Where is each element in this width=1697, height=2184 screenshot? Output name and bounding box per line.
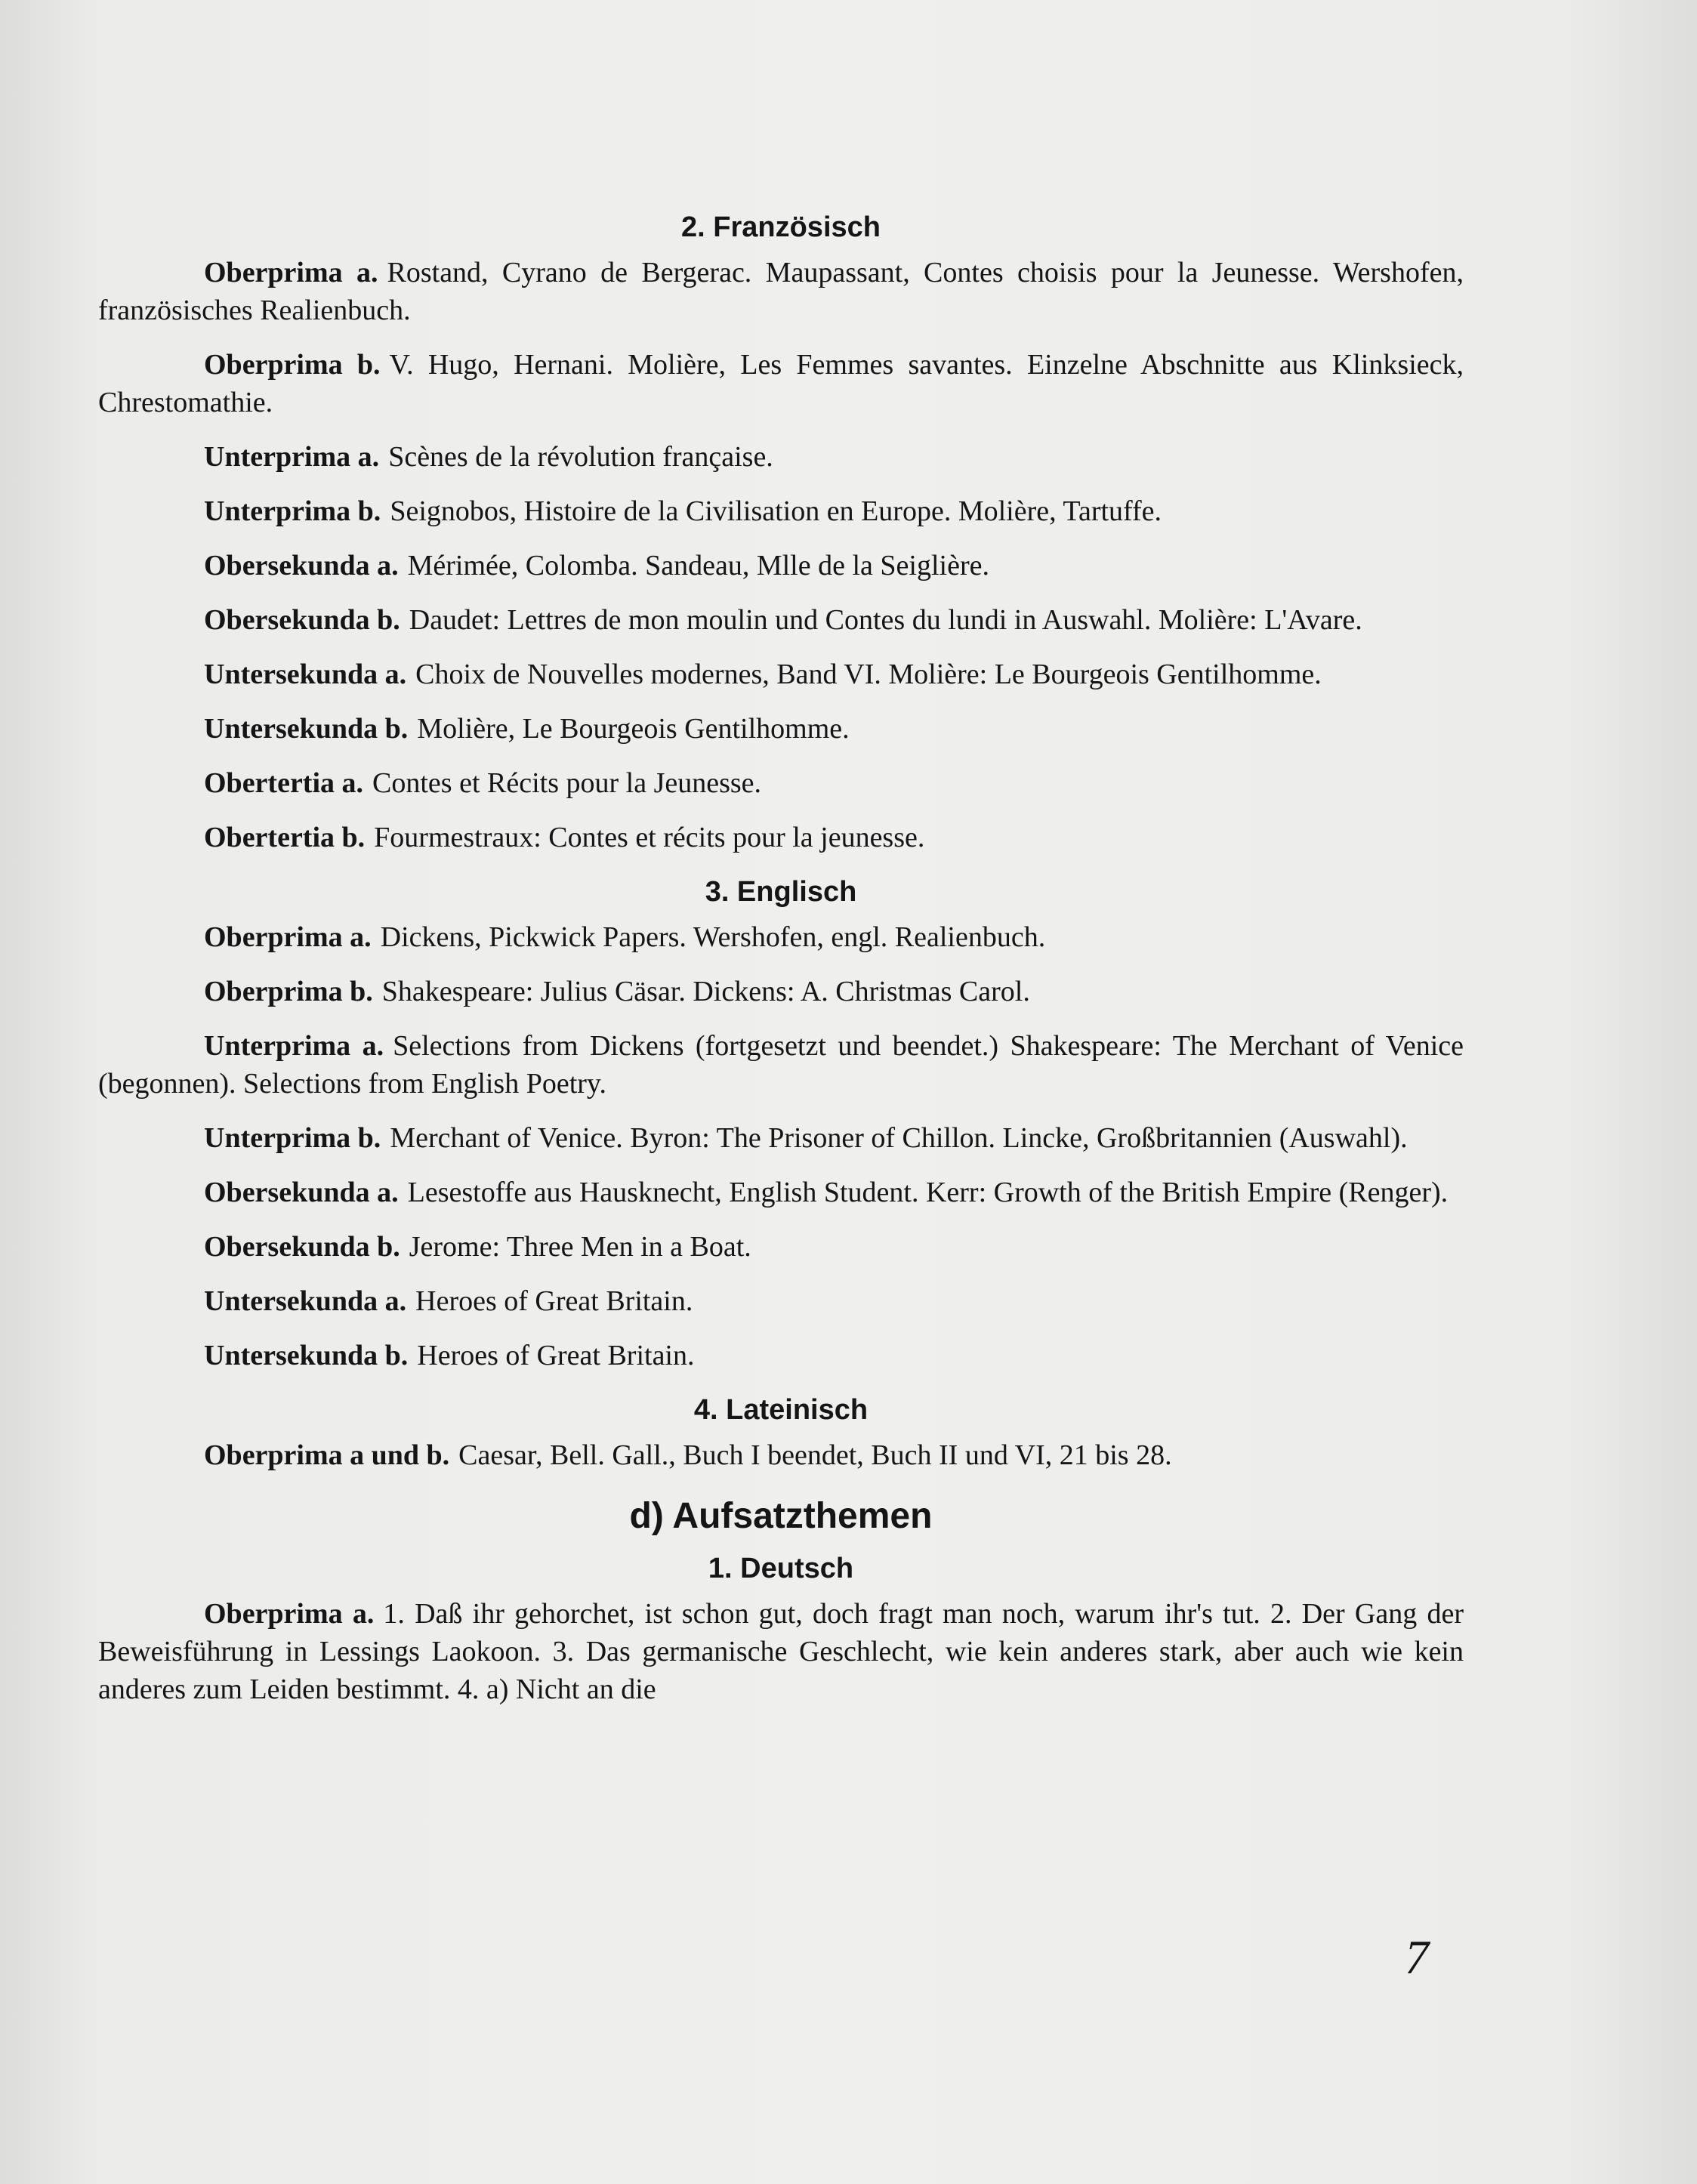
entry-label: Obertertia a.: [204, 767, 364, 799]
entry-franzoesisch-0: [98, 254, 1464, 329]
section-title-lateinisch: 4. Lateinisch: [693, 1394, 869, 1426]
entry-label: Oberprima a.: [204, 1598, 375, 1630]
section-title-deutsch: 1. Deutsch: [708, 1553, 854, 1584]
entry-label: Unterprima b.: [204, 495, 381, 527]
entry-text: Seignobos, Histoire de la Civilisation en Europe. Molière, Tartuffe.: [390, 495, 1162, 527]
section-title-englisch: 3. Englisch: [705, 876, 857, 908]
entry-text: Choix de Nouvelles modernes, Band VI. Molière: Le Bourgeois Gentilhomme.: [415, 659, 1322, 690]
entry-label: Untersekunda a.: [204, 1285, 407, 1317]
entry-englisch-2: [98, 1027, 1464, 1103]
entry-franzoesisch-9: [98, 819, 1464, 856]
entry-label: Untersekunda b.: [204, 713, 409, 745]
entry-englisch-3: [98, 1119, 1464, 1157]
entry-text: Contes et Récits pour la Jeunesse.: [372, 767, 762, 799]
entry-label: Oberprima b.: [204, 349, 381, 381]
entry-label: Oberprima a.: [204, 257, 378, 288]
entry-franzoesisch-4: [98, 547, 1464, 585]
entry-text: Selections from Dickens (fortgesetzt und beendet.) Shakespeare: The Merchant of Venice (begonnen). Selections from English Poetry.: [98, 1030, 1464, 1100]
entry-label: Untersekunda a.: [204, 659, 407, 690]
entry-franzoesisch-6: [98, 656, 1464, 693]
entry-englisch-7: [98, 1337, 1464, 1374]
entry-label: Obersekunda a.: [204, 1177, 399, 1208]
aufsatz-heading: d) Aufsatzthemen: [629, 1496, 933, 1536]
entry-label: Unterprima b.: [204, 1122, 381, 1154]
entry-label: Obersekunda a.: [204, 550, 399, 581]
entry-label: Untersekunda b.: [204, 1340, 409, 1371]
entry-label: Unterprima a.: [204, 1030, 384, 1062]
entry-englisch-4: [98, 1174, 1464, 1211]
entry-franzoesisch-7: [98, 710, 1464, 748]
entry-englisch-6: [98, 1282, 1464, 1320]
entry-aufsatz-deutsch: [98, 1595, 1464, 1708]
entry-lateinisch-0: [98, 1436, 1464, 1474]
entry-label: Obertertia b.: [204, 822, 366, 853]
entry-label: Unterprima a.: [204, 441, 380, 473]
page-content: [98, 198, 1464, 1725]
entry-text: Mérimée, Colomba. Sandeau, Mlle de la Seiglière.: [407, 550, 989, 581]
entry-franzoesisch-3: [98, 492, 1464, 530]
entry-franzoesisch-2: [98, 438, 1464, 476]
entry-text: Scènes de la révolution française.: [388, 441, 773, 473]
entry-text: V. Hugo, Hernani. Molière, Les Femmes savantes. Einzelne Abschnitte aus Klinksieck, Chrestomathie.: [98, 349, 1464, 418]
entry-text: Lesestoffe aus Hausknecht, English Student. Kerr: Growth of the British Empire (Renger).: [407, 1177, 1449, 1208]
entry-text: Merchant of Venice. Byron: The Prisoner of Chillon. Lincke, Großbritannien (Auswahl).: [390, 1122, 1408, 1154]
entry-label: Obersekunda b.: [204, 1231, 400, 1263]
entry-text: Fourmestraux: Contes et récits pour la jeunesse.: [374, 822, 925, 853]
entry-label: Oberprima a.: [204, 921, 372, 953]
entry-label: Oberprima b.: [204, 976, 373, 1007]
section-title-franzoesisch: 2. Französisch: [681, 211, 881, 243]
entry-franzoesisch-5: [98, 601, 1464, 639]
entry-label: Obersekunda b.: [204, 604, 400, 636]
entry-text: 1. Daß ihr gehorchet, ist schon gut, doch fragt man noch, warum ihr's tut. 2. Der Gang der Beweisführung in Lessings Laokoon. 3. Das germanische Geschlecht, wie kein anderes stark, aber auch wie kein anderes zum Leiden bestimmt. 4. a) Nicht an die: [98, 1598, 1464, 1705]
entry-text: Rostand, Cyrano de Bergerac. Maupassant, Contes choisis pour la Jeunesse. Wershofen, französisches Realienbuch.: [98, 257, 1464, 326]
entry-text: Dickens, Pickwick Papers. Wershofen, engl. Realienbuch.: [380, 921, 1046, 953]
entry-text: Shakespeare: Julius Cäsar. Dickens: A. Christmas Carol.: [381, 976, 1030, 1007]
entry-text: Heroes of Great Britain.: [415, 1285, 693, 1317]
entry-franzoesisch-1: [98, 346, 1464, 421]
entry-englisch-0: [98, 918, 1464, 956]
entry-text: Caesar, Bell. Gall., Buch I beendet, Buch II und VI, 21 bis 28.: [458, 1439, 1172, 1471]
entry-englisch-1: [98, 973, 1464, 1010]
entry-label: Oberprima a und b.: [204, 1439, 450, 1471]
entry-text: Jerome: Three Men in a Boat.: [409, 1231, 751, 1263]
entry-text: Daudet: Lettres de mon moulin und Contes du lundi in Auswahl. Molière: L'Avare.: [409, 604, 1362, 636]
entry-franzoesisch-8: [98, 764, 1464, 802]
entry-text: Molière, Le Bourgeois Gentilhomme.: [417, 713, 850, 745]
entry-text: Heroes of Great Britain.: [417, 1340, 695, 1371]
entry-englisch-5: [98, 1228, 1464, 1266]
page-number: 7: [1405, 1930, 1429, 1984]
